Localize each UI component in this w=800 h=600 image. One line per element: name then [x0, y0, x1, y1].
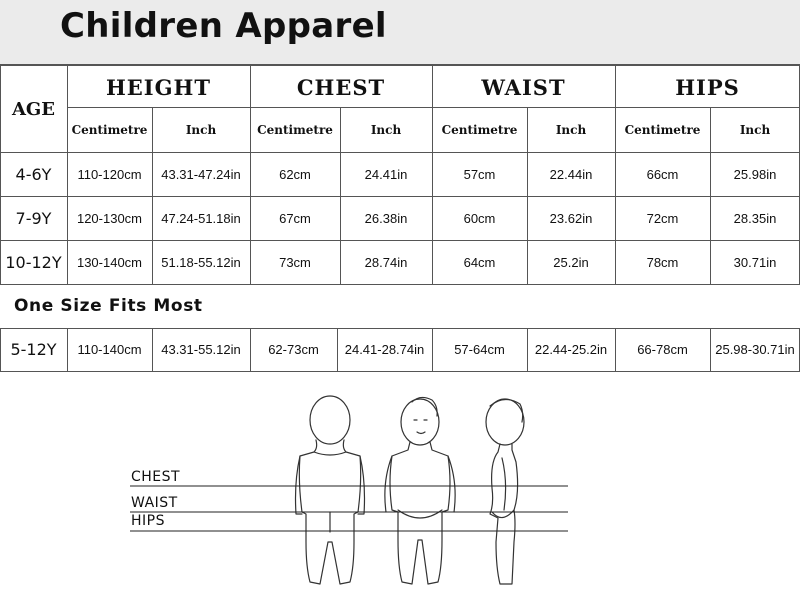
table-cell: 62cm [279, 166, 311, 182]
table-cell: 43.31-55.12in [161, 342, 241, 357]
hips-cm-subheader: Centimetre [624, 123, 701, 137]
table-cell: 110-120cm [77, 166, 142, 182]
table-cell: 64cm [463, 254, 496, 270]
measurement-lines [130, 486, 568, 531]
row-age-7-9y: 7-9Y [15, 208, 52, 228]
waist-cm-subheader: Centimetre [441, 123, 518, 137]
chest-cm-subheader: Centimetre [257, 123, 333, 137]
table-cell: 22.44-25.2in [534, 342, 608, 357]
chest-measure-label: CHEST [131, 469, 181, 485]
table-cell: 78cm [646, 254, 679, 270]
table-cell: 43.31-47.24in [161, 166, 241, 182]
size-chart-table [0, 64, 800, 372]
waist-column-header: WAIST [481, 74, 566, 100]
table-cell: 66-78cm [637, 342, 688, 357]
table-cell: 22.44in [549, 166, 593, 182]
chest-column-header: CHEST [296, 74, 386, 100]
row-age-5-12y: 5-12Y [10, 340, 57, 359]
back-view-figure [296, 396, 365, 584]
table-cell: 130-140cm [76, 254, 143, 270]
table-cell: 51.18-55.12in [161, 254, 241, 270]
height-cm-subheader: Centimetre [71, 123, 148, 137]
hips-inch-subheader: Inch [739, 123, 771, 137]
table-cell: 30.71in [733, 254, 777, 270]
table-cell: 26.38in [364, 210, 408, 226]
table-cell: 62-73cm [268, 342, 319, 357]
height-inch-subheader: Inch [185, 123, 217, 137]
row-age-10-12y: 10-12Y [5, 252, 62, 272]
hips-column-header: HIPS [675, 74, 740, 100]
table-cell: 24.41-28.74in [344, 342, 425, 357]
table-cell: 25.98-30.71in [715, 342, 795, 357]
title-band [0, 0, 800, 64]
side-view-figure [486, 399, 524, 584]
table-cell: 25.98in [733, 166, 777, 182]
table-cell: 23.62in [549, 210, 593, 226]
table-cell: 73cm [279, 254, 311, 270]
table-cell: 28.35in [733, 210, 777, 226]
table-cell: 57cm [463, 166, 496, 182]
table-cell: 24.41in [364, 166, 408, 182]
table-cell: 72cm [646, 210, 679, 226]
table-cell: 60cm [463, 210, 496, 226]
table-cell: 66cm [646, 166, 679, 182]
table-cell: 28.74in [364, 254, 408, 270]
front-view-figure [385, 397, 455, 584]
chest-inch-subheader: Inch [370, 123, 402, 137]
waist-measure-label: WAIST [131, 495, 178, 511]
row-age-4-6y: 4-6Y [15, 164, 52, 184]
one-size-label: One Size Fits Most [14, 296, 203, 316]
table-cell: 57-64cm [454, 342, 505, 357]
measurement-illustration [120, 392, 590, 597]
hips-measure-label: HIPS [131, 513, 165, 529]
table-cell: 67cm [279, 210, 311, 226]
child-figures-drawing [120, 392, 590, 597]
age-column-header: AGE [11, 98, 56, 120]
table-cell: 25.2in [553, 254, 589, 270]
height-column-header: HEIGHT [105, 74, 212, 100]
table-cell: 120-130cm [76, 210, 143, 226]
page-title: Children Apparel [60, 6, 387, 46]
table-cell: 47.24-51.18in [161, 210, 241, 226]
waist-inch-subheader: Inch [555, 123, 587, 137]
table-cell: 110-140cm [77, 342, 142, 357]
